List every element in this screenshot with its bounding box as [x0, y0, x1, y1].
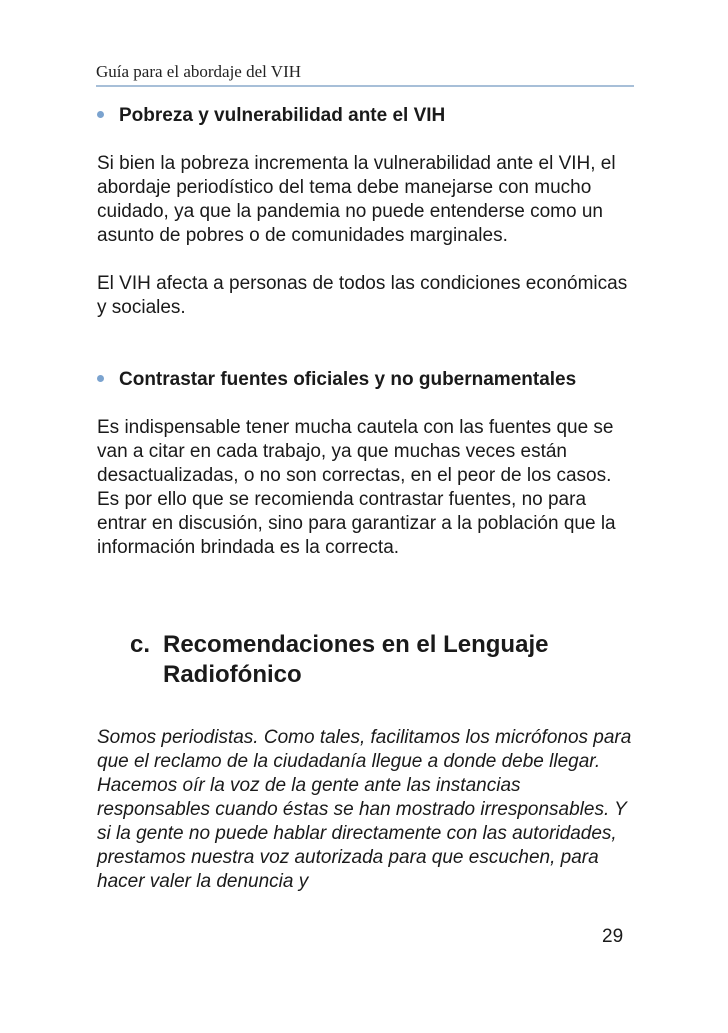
- subsection-heading-text: Recomendaciones en el Lenguaje Radiofónico: [163, 631, 549, 688]
- italic-paragraph: Somos periodistas. Como tales, facilitamos los micrófonos para que el reclamo de la ciudadanía llegue a donde debe llegar. Hacemos oír la voz de la gente ante las instancias responsables cuando éstas se han mostrado irresponsables. Y si la gente no puede hablar directamente con las autoridades, prestamos nuestra voz autorizada para que escuchen, para hacer valer la denuncia y: [97, 727, 632, 892]
- section-heading-sources: [97, 368, 637, 392]
- section-heading-poverty: [97, 104, 637, 128]
- section-heading-text: Pobreza y vulnerabilidad ante el VIH: [119, 105, 446, 126]
- running-header: Guía para el abordaje del VIH: [96, 62, 634, 87]
- section-heading-text: Contrastar fuentes oficiales y no gubernamentales: [119, 369, 577, 390]
- paragraph: El VIH afecta a personas de todos las condiciones económicas y sociales.: [97, 273, 628, 318]
- bullet-icon: [97, 375, 104, 382]
- paragraph: Es indispensable tener mucha cautela con las fuentes que se van a citar en cada trabajo, ya que muchas veces están desactualizadas, o no son correctas, en el peor de los casos. Es por ello que se recomienda contrastar fuentes, no para entrar en discusión, sino para garantizar a la población que la información brindada es la correcta.: [97, 417, 616, 558]
- bullet-icon: [97, 111, 104, 118]
- page-number: 29: [602, 926, 624, 947]
- subsection-marker: c.: [130, 631, 151, 658]
- subsection-heading: [130, 630, 637, 690]
- page-content: [97, 104, 637, 894]
- paragraph: Si bien la pobreza incrementa la vulnerabilidad ante el VIH, el abordaje periodístico del tema debe manejarse con mucho cuidado, ya que la pandemia no puede entenderse como un asunto de pobres o de comunidades marginales.: [97, 153, 616, 246]
